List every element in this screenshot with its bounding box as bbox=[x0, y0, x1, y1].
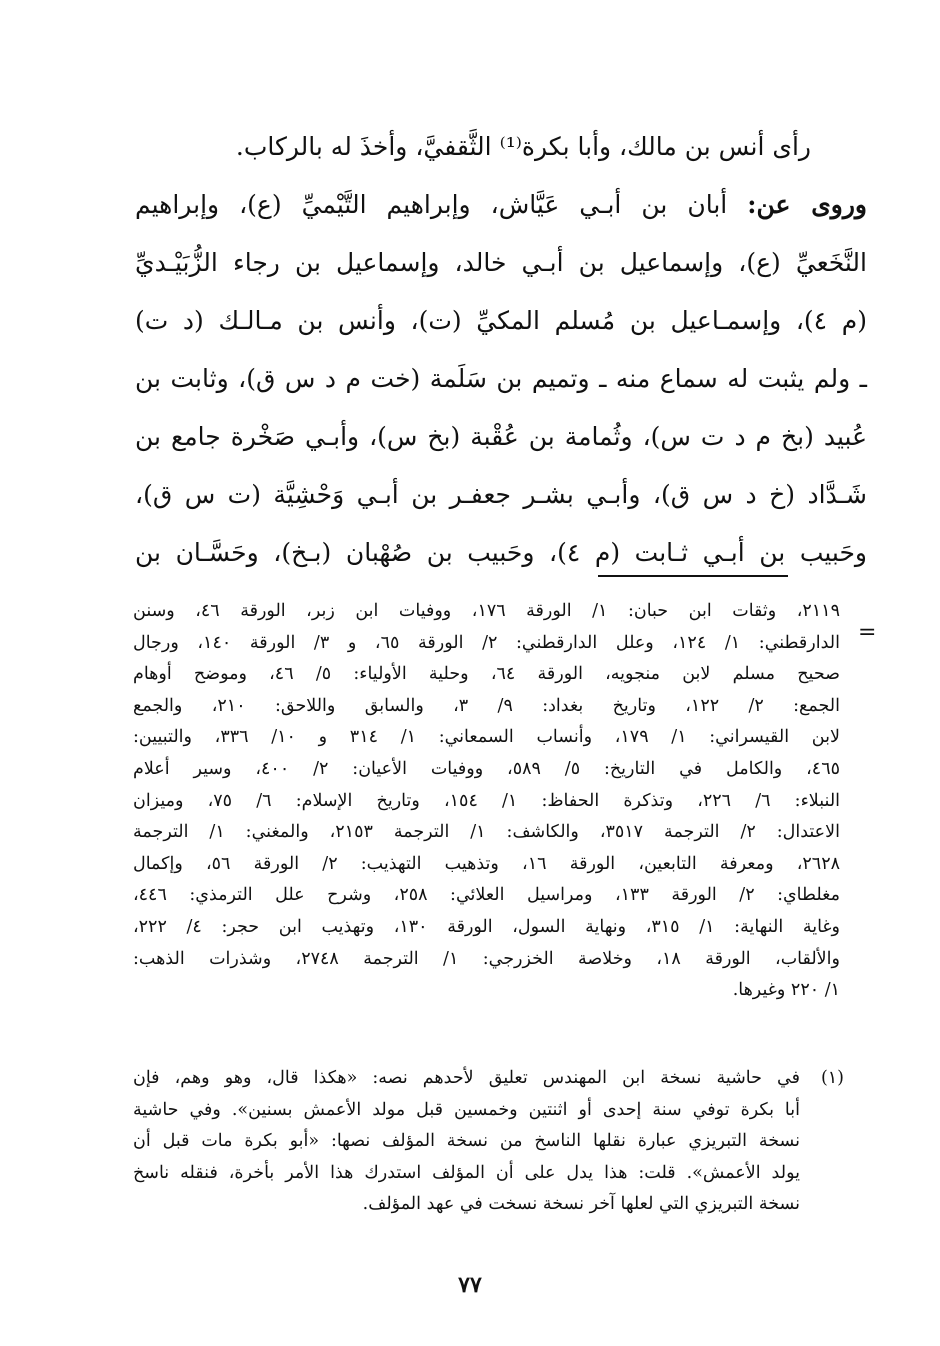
footnote-line: مغلطاي: ٢/ الورقة ١٣٣، ومراسيل العلائي: ٢٥٨، وشرح علل الترمذي: ٤٤٦، bbox=[133, 885, 840, 906]
footnote-1-line: يولد الأعمش». قلت: هذا يدل على أن المؤلف استدرك هذا الأمر بأخرة، فنقله ناسخ bbox=[133, 1162, 800, 1183]
footnote-1-body bbox=[133, 1063, 800, 1221]
footnote-line: ٢١١٩، وثقات ابن حبان: ١/ الورقة ١٧٦، ووفيات ابن زبر، الورقة ٤٦، وسنن bbox=[133, 601, 840, 621]
page-number: ٧٧ bbox=[458, 1272, 482, 1298]
footnote-line: الاعتدال: ٢/ الترجمة ٣٥١٧، والكاشف: ١/ الترجمة ٢١٥٣، والمغني: ١/ الترجمة bbox=[133, 822, 840, 843]
main-line-4: (م ٤)، وإسمـاعيل بن مُسلم المكيِّ (ت)، وأنس بن مـالـك (د ت) bbox=[135, 306, 867, 335]
narrated-from-lead: وروى عن: bbox=[747, 190, 868, 219]
main-text bbox=[135, 118, 867, 582]
main-line-6: عُبيد (بخ م د ت س)، وثُمامة بن عُقْبة (بخ س)، وأبـي صَخْرة جامع بن bbox=[135, 422, 867, 451]
main-line-2 bbox=[135, 176, 867, 234]
main-line-1: رأى أنس بن مالك، وأبا بكرة⁽¹⁾ الثَّقفيَّ، وأخذَ له بالركاب. bbox=[235, 132, 811, 161]
footnote-line: ١/ ٢٢٠ وغيرها. bbox=[732, 980, 840, 1001]
footnote-line: الدارقطني: ١/ ١٢٤، وعلل الدارقطني: ٢/ الورقة ٦٥، و ٣/ الورقة ١٤٠، ورجال bbox=[133, 632, 840, 653]
main-line-5: ـ ولم يثبت له سماع منه ـ وتميم بن سَلَمة (خت م د س ق)، وثابت بن bbox=[135, 364, 867, 393]
main-line-7: شَـدَّاد (خ د س ق)، وأبـي بشـر جعفـر بن أبـي وَحْشِيَّة (ت س ق)، bbox=[135, 480, 867, 509]
footnote-line: صحيح مسلم لابن منجويه، الورقة ٦٤، وحلية الأولياء: ٥/ ٤٦، وموضح أوهام bbox=[133, 664, 840, 685]
main-line-2-text: أبان بن أبـي عَيَّاش، وإبراهيم التَّيْميِّ (ع)، وإبراهيم bbox=[135, 190, 728, 219]
footnote-line: النبلاء: ٦/ ٢٢٦، وتذكرة الحفاظ: ١/ ١٥٤، وتاريخ الإسلام: ٦/ ٧٥، وميزان bbox=[133, 790, 841, 811]
footnote-line: الجمع: ٢/ ١٢٢، وتاريخ بغداد: ٩/ ٣، والسابق واللاحق: ٢١٠، والجمع bbox=[133, 695, 840, 716]
footnote-1-line: في حاشية نسخة ابن المهندس تعليق لأحدهم نصه: «هكذا قال، وهو وهم، فإن bbox=[133, 1068, 800, 1088]
main-line-8: وحَبيب بن أبـي ثـابت (م ٤)، وحَبيب بن صُهْبان (بـخ)، وحَسَّـان بن bbox=[135, 538, 868, 567]
main-line-3: النَّخَعيِّ (ع)، وإسماعيل بن أبـي خالد، وإسماعيل بن رجاء الزُّبَيْـديِّ bbox=[135, 248, 867, 277]
footnote-separator bbox=[598, 575, 788, 577]
footnote-line: والألقاب، الورقة ١٨، وخلاصة الخزرجي: ١/ الترجمة ٢٧٤٨، وشذرات الذهب: bbox=[133, 948, 840, 969]
footnote-continued bbox=[133, 596, 840, 1007]
footnote-1-line: نسخة التبريزي عبارة نقلها الناسخ من نسخة المؤلف نصها: «أبو بكرة مات قبل أن bbox=[133, 1131, 800, 1152]
footnote-line: ٤٦٥، والكامل في التاريخ: ٥/ ٥٨٩، ووفيات الأعيان: ٢/ ٤٠٠، وسير أعلام bbox=[133, 758, 840, 779]
footnote-1-line: أبا بكرة توفي سنة إحدى أو اثنتين وخمسين قبل مولد الأعمش بسنين». وفي حاشية bbox=[133, 1099, 800, 1120]
footnote-line: لابن القيسراني: ١/ ١٧٩، وأنساب السمعاني: ١/ ٣١٤ و ١٠/ ٣٣٦، والتبيين: bbox=[133, 727, 840, 748]
continuation-marker: = bbox=[858, 620, 877, 645]
footnote-1 bbox=[133, 1063, 844, 1221]
footnote-1-line: نسخة التبريزي التي لعلها آخر نسخة نسخت في عهد المؤلف. bbox=[362, 1194, 800, 1215]
footnote-1-marker: (١) bbox=[820, 1068, 844, 1088]
footnote-line: ٢٦٢٨، ومعرفة التابعين، الورقة ١٦، وتذهيب التهذيب: ٢/ الورقة ٥٦، وإكمال bbox=[133, 853, 841, 874]
footnote-line: وغاية النهاية: ١/ ٣١٥، ونهاية السول، الورقة ١٣٠، وتهذيب ابن حجر: ٤/ ٢٢٢، bbox=[133, 916, 841, 937]
